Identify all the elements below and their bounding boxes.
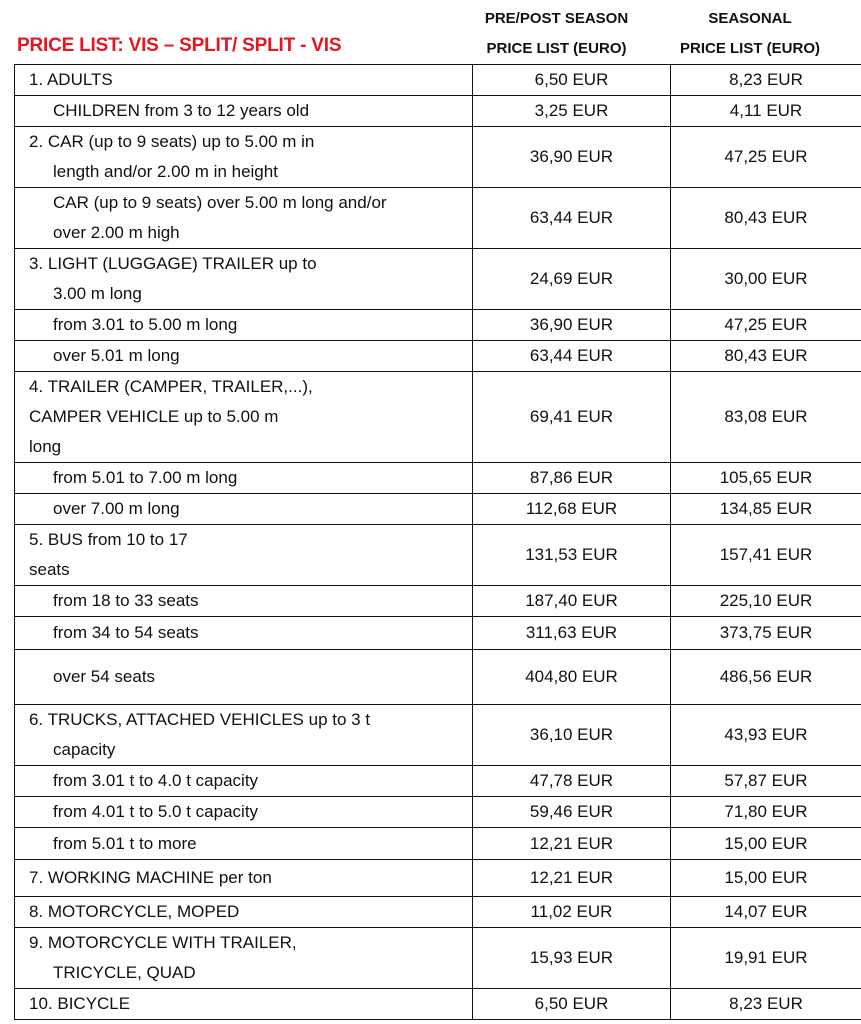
description-line: from 5.01 t to more <box>53 833 197 853</box>
description-line: 6. TRUCKS, ATTACHED VEHICLES up to 3 t <box>29 710 371 729</box>
pre-post-season-price: 131,53 EUR <box>473 525 671 586</box>
pre-post-season-price: 6,50 EUR <box>473 65 671 96</box>
price-row <box>15 860 861 897</box>
seasonal-price: 43,93 EUR <box>671 705 861 766</box>
pre-post-season-price: 36,10 EUR <box>473 705 671 766</box>
row-description <box>15 372 473 463</box>
column-header-line: PRE/POST SEASON <box>484 10 629 27</box>
price-row <box>15 494 861 525</box>
row-description <box>15 341 473 372</box>
row-description <box>15 705 473 766</box>
description-line: 9. MOTORCYCLE WITH TRAILER, <box>29 933 297 952</box>
pre-post-season-price: 69,41 EUR <box>473 372 671 463</box>
pre-post-season-price: 6,50 EUR <box>473 989 671 1020</box>
price-row <box>15 766 861 797</box>
price-row <box>15 828 861 860</box>
description-line: over 54 seats <box>53 667 156 686</box>
pre-post-season-price: 112,68 EUR <box>473 494 671 525</box>
pre-post-season-price: 11,02 EUR <box>473 897 671 928</box>
row-description <box>15 650 473 705</box>
description-line: long <box>29 437 62 456</box>
price-row <box>15 188 861 249</box>
seasonal-price: 225,10 EUR <box>671 586 861 617</box>
seasonal-price: 157,41 EUR <box>671 525 861 586</box>
pre-post-season-price: 59,46 EUR <box>473 797 671 828</box>
seasonal-price: 47,25 EUR <box>671 310 861 341</box>
price-row <box>15 928 861 989</box>
seasonal-price: 57,87 EUR <box>671 766 861 797</box>
price-row <box>15 897 861 928</box>
seasonal-price: 8,23 EUR <box>671 989 861 1020</box>
row-description <box>15 989 473 1020</box>
column-header-seasonal <box>655 4 845 64</box>
description-line: 2. CAR (up to 9 seats) up to 5.00 m in <box>29 132 315 151</box>
row-description <box>15 463 473 494</box>
description-line: from 34 to 54 seats <box>53 623 199 642</box>
description-line: 3.00 m long <box>53 284 142 303</box>
description-line: CAR (up to 9 seats) over 5.00 m long and/or <box>53 193 387 212</box>
description-line: from 4.01 t to 5.0 t capacity <box>53 802 259 821</box>
pre-post-season-price: 36,90 EUR <box>473 310 671 341</box>
price-row <box>15 705 861 766</box>
description-line: capacity <box>53 740 116 759</box>
row-description <box>15 188 473 249</box>
column-header-line: PRICE LIST (EURO) <box>486 40 627 57</box>
seasonal-price: 80,43 EUR <box>671 188 861 249</box>
row-description <box>15 928 473 989</box>
row-description <box>15 494 473 525</box>
page-title: PRICE LIST: VIS – SPLIT/ SPLIT - VIS <box>17 35 342 56</box>
description-line: 5. BUS from 10 to 17 <box>29 530 188 549</box>
row-description <box>15 65 473 96</box>
pre-post-season-price: 63,44 EUR <box>473 188 671 249</box>
price-row <box>15 310 861 341</box>
seasonal-price: 4,11 EUR <box>671 96 861 127</box>
row-description <box>15 860 473 897</box>
pre-post-season-price: 63,44 EUR <box>473 341 671 372</box>
price-row <box>15 617 861 650</box>
row-description <box>15 96 473 127</box>
seasonal-price: 80,43 EUR <box>671 341 861 372</box>
description-line: over 2.00 m high <box>53 223 180 242</box>
row-description <box>15 525 473 586</box>
description-line: over 7.00 m long <box>53 499 180 518</box>
price-row <box>15 650 861 705</box>
description-line: 10. BICYCLE <box>29 994 131 1013</box>
price-row <box>15 797 861 828</box>
price-row <box>15 65 861 96</box>
pre-post-season-price: 87,86 EUR <box>473 463 671 494</box>
row-description <box>15 586 473 617</box>
seasonal-price: 8,23 EUR <box>671 65 861 96</box>
row-description <box>15 897 473 928</box>
seasonal-price: 134,85 EUR <box>671 494 861 525</box>
description-line: 1. ADULTS <box>29 70 113 89</box>
pre-post-season-price: 36,90 EUR <box>473 127 671 188</box>
price-row <box>15 96 861 127</box>
price-table-body <box>15 65 861 1020</box>
price-row <box>15 127 861 188</box>
seasonal-price: 373,75 EUR <box>671 617 861 650</box>
description-line: 4. TRAILER (CAMPER, TRAILER,...), <box>29 377 313 396</box>
seasonal-price: 47,25 EUR <box>671 127 861 188</box>
document-header <box>0 0 861 64</box>
pre-post-season-price: 47,78 EUR <box>473 766 671 797</box>
description-line: TRICYCLE, QUAD <box>53 963 196 982</box>
column-header-line: SEASONAL <box>708 10 792 27</box>
seasonal-price: 105,65 EUR <box>671 463 861 494</box>
description-line: CHILDREN from 3 to 12 years old <box>53 101 310 120</box>
pre-post-season-price: 15,93 EUR <box>473 928 671 989</box>
seasonal-price: 19,91 EUR <box>671 928 861 989</box>
description-line: from 3.01 to 5.00 m long <box>53 315 238 334</box>
description-line: CAMPER VEHICLE up to 5.00 m <box>29 407 279 426</box>
seasonal-price: 15,00 EUR <box>671 828 861 860</box>
pre-post-season-price: 12,21 EUR <box>473 860 671 897</box>
price-row <box>15 989 861 1020</box>
seasonal-price: 15,00 EUR <box>671 860 861 897</box>
description-line: length and/or 2.00 m in height <box>53 162 278 181</box>
seasonal-price: 486,56 EUR <box>671 650 861 705</box>
price-row <box>15 372 861 463</box>
row-description <box>15 310 473 341</box>
price-table <box>14 64 861 1020</box>
row-description <box>15 797 473 828</box>
description-line: over 5.01 m long <box>53 346 180 365</box>
price-row <box>15 586 861 617</box>
price-row <box>15 463 861 494</box>
pre-post-season-price: 12,21 EUR <box>473 828 671 860</box>
pre-post-season-price: 3,25 EUR <box>473 96 671 127</box>
seasonal-price: 71,80 EUR <box>671 797 861 828</box>
description-line: from 5.01 to 7.00 m long <box>53 468 238 487</box>
row-description <box>15 127 473 188</box>
seasonal-price: 83,08 EUR <box>671 372 861 463</box>
description-line: 8. MOTORCYCLE, MOPED <box>29 902 240 921</box>
price-row <box>15 341 861 372</box>
column-header-pre-post-season <box>458 4 655 64</box>
description-line: 3. LIGHT (LUGGAGE) TRAILER up to <box>29 254 317 273</box>
column-header-line: PRICE LIST (EURO) <box>679 40 820 57</box>
seasonal-price: 30,00 EUR <box>671 249 861 310</box>
description-line: from 18 to 33 seats <box>53 591 199 610</box>
row-description <box>15 617 473 650</box>
pre-post-season-price: 311,63 EUR <box>473 617 671 650</box>
description-line: seats <box>29 560 70 579</box>
seasonal-price: 14,07 EUR <box>671 897 861 928</box>
row-description <box>15 828 473 860</box>
price-row <box>15 525 861 586</box>
pre-post-season-price: 24,69 EUR <box>473 249 671 310</box>
pre-post-season-price: 404,80 EUR <box>473 650 671 705</box>
row-description <box>15 249 473 310</box>
pre-post-season-price: 187,40 EUR <box>473 586 671 617</box>
row-description <box>15 766 473 797</box>
price-row <box>15 249 861 310</box>
description-line: 7. WORKING MACHINE per ton <box>29 868 272 887</box>
description-line: from 3.01 t to 4.0 t capacity <box>53 771 259 790</box>
